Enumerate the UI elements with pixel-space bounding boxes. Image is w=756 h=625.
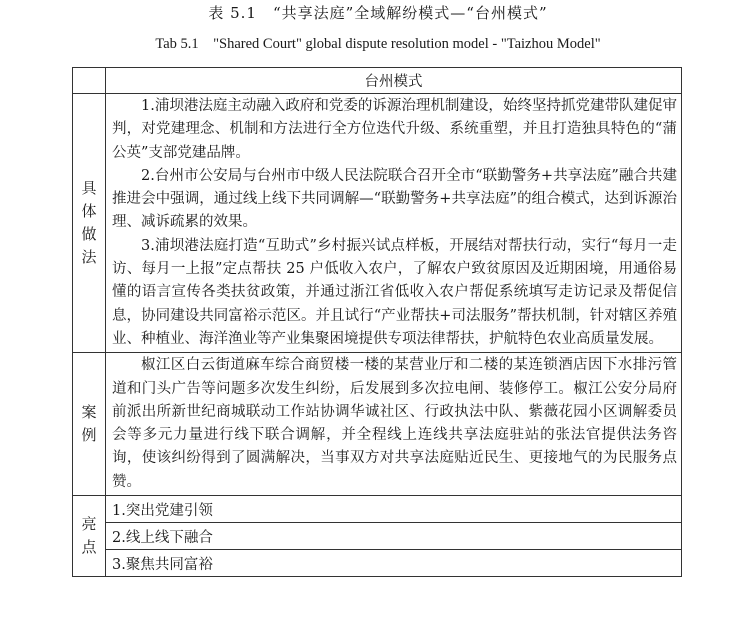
highlight-row	[73, 550, 682, 577]
case-row	[73, 353, 682, 496]
practice-label-char: 体	[81, 202, 97, 221]
case-label	[73, 353, 106, 496]
practice-label-char: 做	[81, 225, 97, 244]
practice-row	[73, 94, 682, 353]
highlights-label-char: 点	[81, 538, 97, 557]
model-table	[72, 67, 682, 577]
highlight-row	[73, 496, 682, 523]
highlights-label-char: 亮	[81, 515, 97, 534]
highlight-row	[73, 523, 682, 550]
practice-label-char: 法	[81, 248, 97, 267]
case-label-char: 案	[81, 403, 97, 422]
header-taizhou-model: 台州模式	[106, 68, 682, 94]
header-corner-cell	[73, 68, 106, 94]
highlight-item-3: 3.聚焦共同富裕	[106, 550, 682, 577]
practice-label-char: 具	[81, 179, 97, 198]
case-paragraph: 椒江区白云街道麻车综合商贸楼一楼的某营业厅和二楼的某连锁酒店因下水排污管道和门头广告等问题多次发生纠纷，后发展到多次拉电闸、装修停工。椒江公安分局府前派出所新世纪商城联动工作站协调华诚社区、行政执法中队、紫薇花园小区调解委员会等多元力量进行线下联合调解，并全程线上连线共享法庭驻站的张法官提供法务咨询，使该纠纷得到了圆满解决，当事双方对共享法庭贴近民生、更接地气的为民服务点赞。	[112, 357, 677, 490]
table-caption-chinese: 表 5.1 “共享法庭”全域解纷模式—“台州模式”	[208, 4, 548, 22]
practice-paragraph-2: 2.台州市公安局与台州市中级人民法院联合召开全市“联勤警务+共享法庭”融合共建推进会中强调，通过线上线下共同调解—“联勤警务+共享法庭”的组合模式，达到诉源治理、减诉疏累的效果。	[112, 167, 677, 231]
practice-paragraph-3: 3.浦坝港法庭打造“互助式”乡村振兴试点样板，开展结对帮扶行动，实行“每月一走访、每月一上报”定点帮扶 25 户低收入农户，了解农户致贫原因及近期困境，用通俗易懂的语言宣传各类扶贫政策，并通过浙江省低收入农户帮促系统填写走访记录及帮促信息，协同建设共同富裕示范区。并且试行“产业帮扶+司法服务”帮扶机制，针对辖区养殖业、种植业、海洋渔业等产业集聚困境提供专项法律帮扶，护航特色农业高质量发展。	[112, 237, 677, 347]
practice-content	[106, 94, 682, 353]
highlights-label	[73, 496, 106, 577]
table-caption-english: Tab 5.1 "Shared Court" global dispute resolution model - "Taizhou Model"	[155, 36, 601, 52]
practice-label	[73, 94, 106, 353]
practice-paragraph-1: 1.浦坝港法庭主动融入政府和党委的诉源治理机制建设，始终坚持抓党建带队建促审判，对党建理念、机制和方法进行全方位迭代升级、系统重塑，并且打造独具特色的“蒲公英”支部党建品牌。	[112, 98, 677, 161]
case-label-char: 例	[81, 426, 97, 445]
case-content	[106, 353, 682, 496]
highlight-item-1: 1.突出党建引领	[106, 496, 682, 523]
table-header-row	[73, 68, 682, 94]
highlight-item-2: 2.线上线下融合	[106, 523, 682, 550]
